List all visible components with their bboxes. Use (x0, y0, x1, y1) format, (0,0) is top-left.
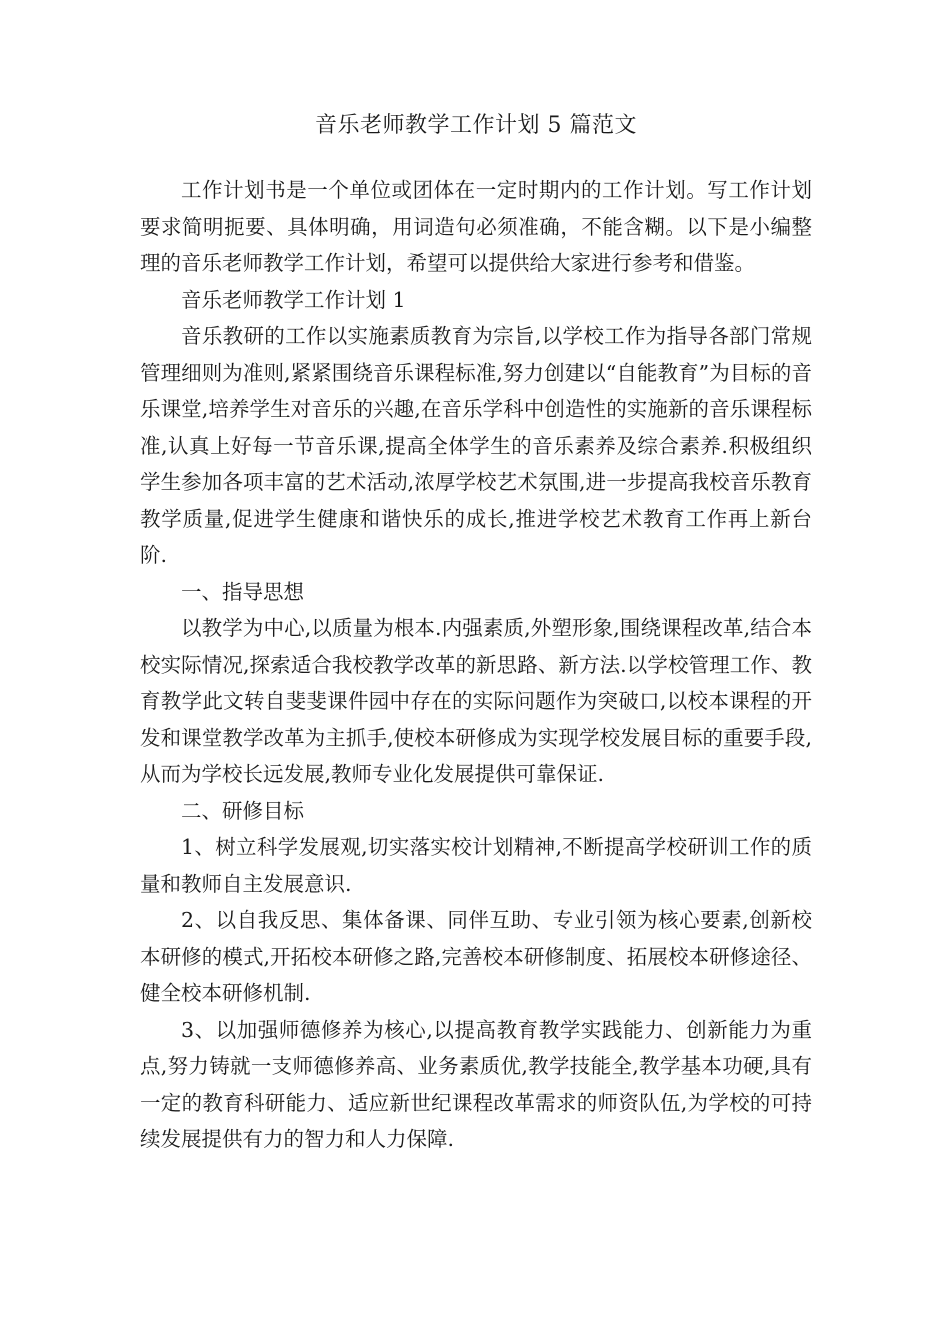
section1-paragraph: 音乐教研的工作以实施素质教育为宗旨,以学校工作为指导各部门常规管理细则为准则,紧紧围绕音乐课程标准,努力创建以“自能教育”为目标的音乐课堂,培养学生对音乐的兴趣,在音乐学科中创造性的实施新的音乐课程标准,认真上好每一节音乐课,提高全体学生的音乐素养及综合素养.积极组织学生参加各项丰富的艺术活动,浓厚学校艺术氛围,进一步提高我校音乐教育教学质量,促进学生健康和谐快乐的成长,推进学校艺术教育工作再上新台阶. (140, 324, 812, 567)
goal-item-1: 1、树立科学发展观,切实落实校计划精神,不断提高学校研训工作的质量和教师自主发展意识. (140, 835, 812, 896)
guiding-thought-paragraph: 以教学为中心,以质量为根本.内强素质,外塑形象,围绕课程改革,结合本校实际情况,探索适合我校教学改革的新思路、新方法.以学校管理工作、教育教学此文转自斐斐课件园中存在的实际问题作为突破口,以校本课程的开发和课堂教学改革为主抓手,使校本研修成为实现学校发展目标的重要手段,从而为学校长远发展,教师专业化发展提供可靠保证. (140, 616, 812, 786)
intro-paragraph: 工作计划书是一个单位或团体在一定时期内的工作计划。写工作计划要求简明扼要、具体明确，用词造句必须准确，不能含糊。以下是小编整理的音乐老师教学工作计划，希望可以提供给大家进行参考和借鉴。 (140, 178, 812, 275)
training-goals-heading: 二、研修目标 (181, 798, 304, 823)
document-title: 音乐老师教学工作计划 5 篇范文 (315, 113, 637, 138)
section1-heading: 音乐老师教学工作计划 1 (181, 287, 406, 312)
document-page (140, 108, 812, 1158)
goal-item-2: 2、以自我反思、集体备课、同伴互助、专业引领为核心要素,创新校本研修的模式,开拓校本研修之路,完善校本研修制度、拓展校本研修途径、健全校本研修机制. (140, 908, 812, 1005)
guiding-thought-heading: 一、指导思想 (181, 579, 304, 604)
goal-item-3: 3、以加强师德修养为核心,以提高教育教学实践能力、创新能力为重点,努力铸就一支师德修养高、业务素质优,教学技能全,教学基本功硬,具有一定的教育科研能力、适应新世纪课程改革需求的师资队伍,为学校的可持续发展提供有力的智力和人力保障. (140, 1017, 812, 1151)
